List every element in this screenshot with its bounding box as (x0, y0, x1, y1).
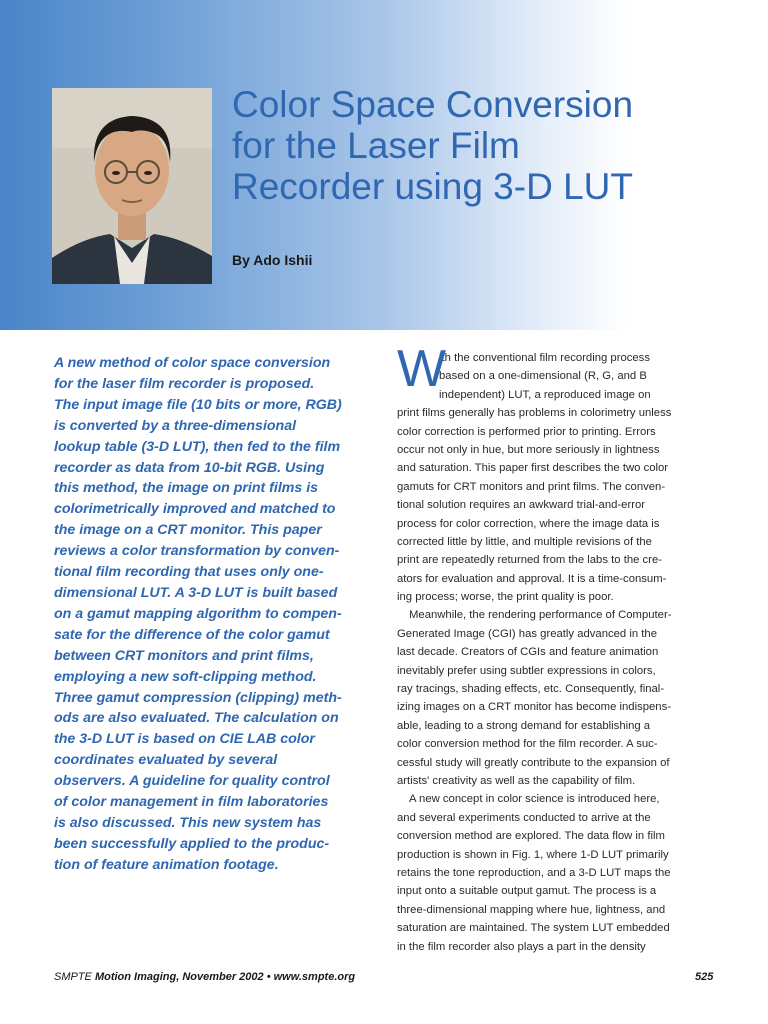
body-line: and several experiments conducted to arrive at the (397, 811, 651, 824)
abstract (54, 353, 376, 876)
body-line: based on a one-dimensional (R, G, and B (439, 370, 647, 383)
body-line: input onto a suitable output gamut. The process is a (397, 885, 657, 898)
paragraph-2 (397, 606, 717, 790)
opening-paragraph (397, 340, 717, 404)
abstract-line: A new method of color space conversion (54, 355, 331, 371)
body-line: process for color correction, where the image data is (397, 517, 660, 530)
footer-journal: Motion Imaging (94, 971, 177, 983)
abstract-line: is converted by a three-dimensional (54, 417, 297, 434)
abstract-line: of color management in film laboratories (54, 794, 329, 811)
abstract-line: lookup table (3-D LUT), then fed to the film (54, 438, 341, 455)
body-line: corrected little by little, and multiple revisions of the (397, 535, 652, 548)
abstract-line: Three gamut compression (clipping) meth- (54, 689, 342, 706)
drop-cap: W (397, 340, 447, 398)
body-line: Meanwhile, the rendering performance of Computer- (409, 609, 672, 622)
title-line: for the Laser Film (232, 125, 520, 166)
article-title (232, 84, 752, 207)
title-line: Recorder using 3-D LUT (232, 166, 633, 207)
abstract-line: coordinates evaluated by several (54, 752, 278, 769)
body-line: conversion method are explored. The data flow in film (397, 830, 665, 843)
body-line: print are repeatedly returned from the labs to the cre- (397, 554, 662, 567)
body-line: in the film recorder also plays a part in the density (397, 940, 646, 953)
abstract-line: this method, the image on print films is (54, 480, 319, 497)
abstract-line: tion of feature animation footage. (54, 856, 279, 873)
abstract-line: ods are also evaluated. The calculation on (54, 710, 339, 727)
abstract-line: between CRT monitors and print films, (54, 647, 314, 664)
body-text-column (397, 340, 717, 956)
abstract-line: dimensional LUT. A 3-D LUT is built based (54, 584, 338, 601)
body-line: tional solution requires an awkward trial-and-error (397, 499, 646, 512)
abstract-line: tional film recording that uses only one- (54, 564, 324, 581)
abstract-line: on a gamut mapping algorithm to compen- (54, 605, 342, 622)
body-line: ators for evaluation and approval. It is a time-consum- (397, 572, 667, 585)
body-line: able, leading to a strong demand for establishing a (397, 719, 651, 732)
body-line: independent) LUT, a reproduced image on (439, 388, 651, 401)
abstract-line: colorimetrically improved and matched to (54, 501, 336, 518)
body-line: ing process; worse, the print quality is poor. (397, 591, 614, 604)
body-line: artists' creativity as well as the capability of film. (397, 774, 636, 787)
abstract-line: the image on a CRT monitor. This paper (54, 522, 322, 539)
body-line: A new concept in color science is introduced here, (409, 793, 660, 806)
abstract-line: sate for the difference of the color gamut (54, 626, 330, 643)
abstract-line: for the laser film recorder is proposed. (54, 375, 315, 392)
body-line: gamuts for CRT monitors and print films. The conven- (397, 480, 666, 493)
body-line: last decade. Creators of CGIs and feature animation (397, 646, 659, 659)
body-line: print films generally has problems in colorimetry unless (397, 407, 672, 420)
title-line: Color Space Conversion (232, 84, 634, 125)
footer-prefix: SMPTE (54, 971, 95, 983)
abstract-line: is also discussed. This new system has (54, 814, 322, 831)
body-line: and saturation. This paper first describes the two color (397, 462, 669, 475)
abstract-line: employing a new soft-clipping method. (54, 668, 317, 685)
abstract-line: the 3-D LUT is based on CIE LAB color (54, 731, 315, 748)
footer-date-url: , November 2002 • www.smpte.org (176, 971, 356, 983)
body-line: production is shown in Fig. 1, where 1-D LUT primarily (397, 848, 669, 861)
abstract-line: recorder as data from 10-bit RGB. Using (54, 459, 325, 476)
paragraph-1 (397, 404, 717, 606)
body-line: occur not only in hue, but more seriously in lightness (397, 443, 660, 456)
body-line: ray tracings, shading effects, etc. Consequently, final- (397, 683, 665, 696)
abstract-line: The input image file (10 bits or more, RGB) (54, 396, 342, 413)
abstract-line: been successfully applied to the produc- (54, 835, 330, 852)
body-line: ith the conventional film recording process (439, 352, 650, 364)
body-line: izing images on a CRT monitor has become indispens- (397, 701, 671, 714)
footer-citation (54, 971, 355, 983)
body-line: saturation are maintained. The system LUT embedded (397, 922, 670, 935)
abstract-line: reviews a color transformation by conven- (54, 543, 340, 560)
body-line: three-dimensional mapping where hue, lightness, and (397, 903, 666, 916)
body-line: inevitably prefer using subtler expressions in colors, (397, 664, 656, 677)
page-number: 525 (695, 971, 714, 983)
author-byline: By Ado Ishii (232, 252, 313, 268)
abstract-line: observers. A guideline for quality control (54, 773, 330, 790)
author-photo (52, 88, 212, 284)
author-portrait-image (52, 88, 212, 284)
body-line: retains the tone reproduction, and a 3-D LUT maps the (397, 866, 671, 879)
body-line: cessful study will greatly contribute to the expansion of (397, 756, 670, 769)
body-line: color correction is performed prior to printing. Errors (397, 425, 656, 438)
paragraph-3 (397, 790, 717, 956)
body-line: Generated Image (CGI) has greatly advanced in the (397, 627, 657, 640)
body-line: color conversion method for the film recorder. A suc- (397, 738, 658, 751)
